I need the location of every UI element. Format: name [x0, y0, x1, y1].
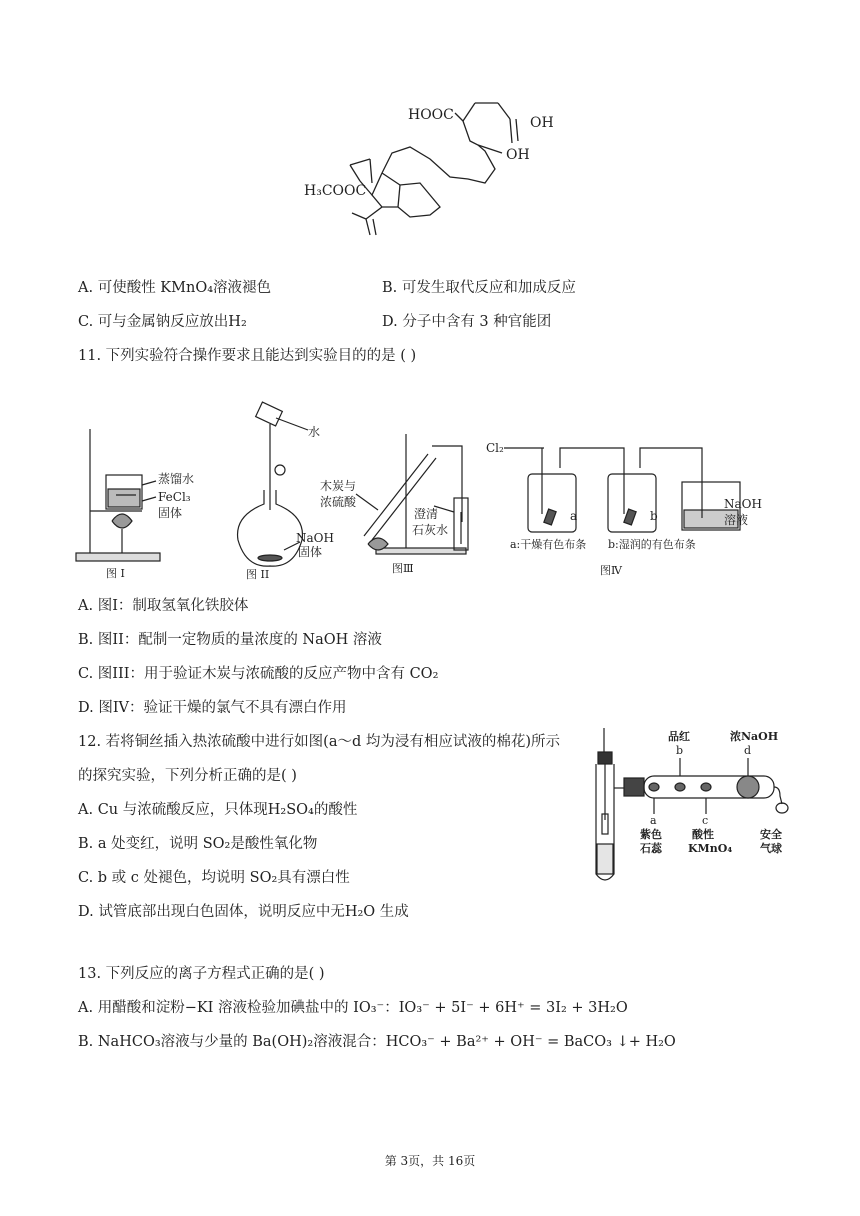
fig1-caption: 图 I — [106, 567, 125, 580]
oh-label-1: OH — [530, 115, 554, 131]
fig3-caption: 图Ⅲ — [392, 562, 414, 575]
q11-option-c: C. 图III：用于验证木炭与浓硫酸的反应产物中含有 CO₂ — [78, 666, 439, 682]
fig2-naoh-label: NaOH — [296, 531, 334, 545]
q12-option-a: A. Cu 与浓硫酸反应，只体现H₂SO₄的酸性 — [78, 802, 358, 818]
figure-q12-apparatus — [584, 724, 794, 888]
fig2-water-label: 水 — [308, 425, 321, 439]
q12-fig-pinhong: 品红 — [668, 730, 690, 743]
oh-label-2: OH — [506, 147, 530, 163]
q12-fig-qiqiu: 气球 — [760, 842, 782, 855]
fig2-caption: 图 II — [246, 568, 270, 580]
molecule-structure — [290, 95, 580, 245]
q12-fig-shirui: 石蕊 — [640, 842, 662, 855]
fig3-label-d: 石灰水 — [412, 523, 449, 537]
q12-fig-c: c — [702, 814, 709, 827]
q12-fig-kmno4: KMnO₄ — [688, 842, 733, 855]
q13-option-b: B. NaHCO₃溶液与少量的 Ba(OH)₂溶液混合：HCO₃⁻ + Ba²⁺ + OH⁻ = BaCO₃ ↓+ H₂O — [78, 1034, 676, 1050]
q12-stem-line1: 12. 若将铜丝插入热浓硫酸中进行如图(a～d 均为浸有相应试液的棉花)所示 — [78, 734, 561, 750]
fig3-label-c: 澄清 — [414, 507, 439, 521]
fig3-label-a: 木炭与 — [320, 479, 357, 493]
fig4-sol-label: 溶液 — [724, 513, 749, 527]
q12-fig-a: a — [650, 814, 657, 827]
q12-fig-d: d — [744, 744, 752, 757]
q12-stem-line2: 的探究实验，下列分析正确的是( ) — [78, 768, 297, 784]
q12-option-c: C. b 或 c 处褪色，均说明 SO₂具有漂白性 — [78, 870, 350, 886]
q12-option-b: B. a 处变红，说明 SO₂是酸性氧化物 — [78, 836, 318, 852]
fig4-cl2-label: Cl₂ — [486, 441, 504, 455]
q10-option-b: B. 可发生取代反应和加成反应 — [382, 280, 576, 296]
q12-fig-b: b — [676, 744, 684, 757]
q11-option-d: D. 图IV：验证干燥的氯气不具有漂白作用 — [78, 700, 347, 716]
q12-fig-nongnaoh: 浓NaOH — [730, 730, 779, 743]
fig1-water-label: 蒸馏水 — [158, 472, 195, 486]
fig4-note-a: a:干燥有色布条 — [510, 538, 587, 551]
figure-4 — [484, 438, 774, 588]
q12-fig-anquan: 安全 — [760, 828, 782, 841]
q11-stem: 11. 下列实验符合操作要求且能达到实验目的的是 ( ) — [78, 348, 417, 364]
hooc-label: HOOC — [408, 107, 454, 123]
h3cooc-label: H₃COOC — [304, 183, 367, 199]
q10-option-a: A. 可使酸性 KMnO₄溶液褪色 — [78, 280, 272, 296]
figure-1 — [72, 425, 232, 585]
q10-option-c: C. 可与金属钠反应放出H₂ — [78, 314, 247, 330]
q12-fig-suanxing: 酸性 — [692, 828, 714, 841]
q13-stem: 13. 下列反应的离子方程式正确的是( ) — [78, 966, 325, 982]
q10-option-d: D. 分子中含有 3 种官能团 — [382, 314, 552, 330]
fig4-note-b: b:湿润的有色布条 — [608, 538, 696, 551]
fig3-label-b: 浓硫酸 — [320, 495, 357, 509]
figure-3 — [316, 432, 476, 582]
fig4-a-label: a — [570, 509, 578, 523]
q11-option-a: A. 图I：制取氢氧化铁胶体 — [78, 598, 249, 614]
q11-option-b: B. 图II：配制一定物质的量浓度的 NaOH 溶液 — [78, 632, 382, 648]
fig4-naoh-label: NaOH — [724, 497, 762, 511]
q12-fig-zise: 紫色 — [640, 828, 662, 841]
fig2-solid-label: 固体 — [298, 545, 323, 559]
q13-option-a: A. 用醋酸和淀粉−KI 溶液检验加碘盐中的 IO₃⁻：IO₃⁻ + 5I⁻ + 6H⁺ = 3I₂ + 3H₂O — [78, 1000, 628, 1016]
fig1-solid-label: 固体 — [158, 506, 183, 520]
fig4-b-label: b — [650, 509, 658, 523]
fig4-caption: 图Ⅳ — [600, 564, 622, 577]
page-footer: 第 3页，共 16页 — [384, 1154, 476, 1168]
q12-option-d: D. 试管底部出现白色固体，说明反应中无H₂O 生成 — [78, 904, 409, 920]
fig1-fecl3-label: FeCl₃ — [158, 490, 191, 504]
